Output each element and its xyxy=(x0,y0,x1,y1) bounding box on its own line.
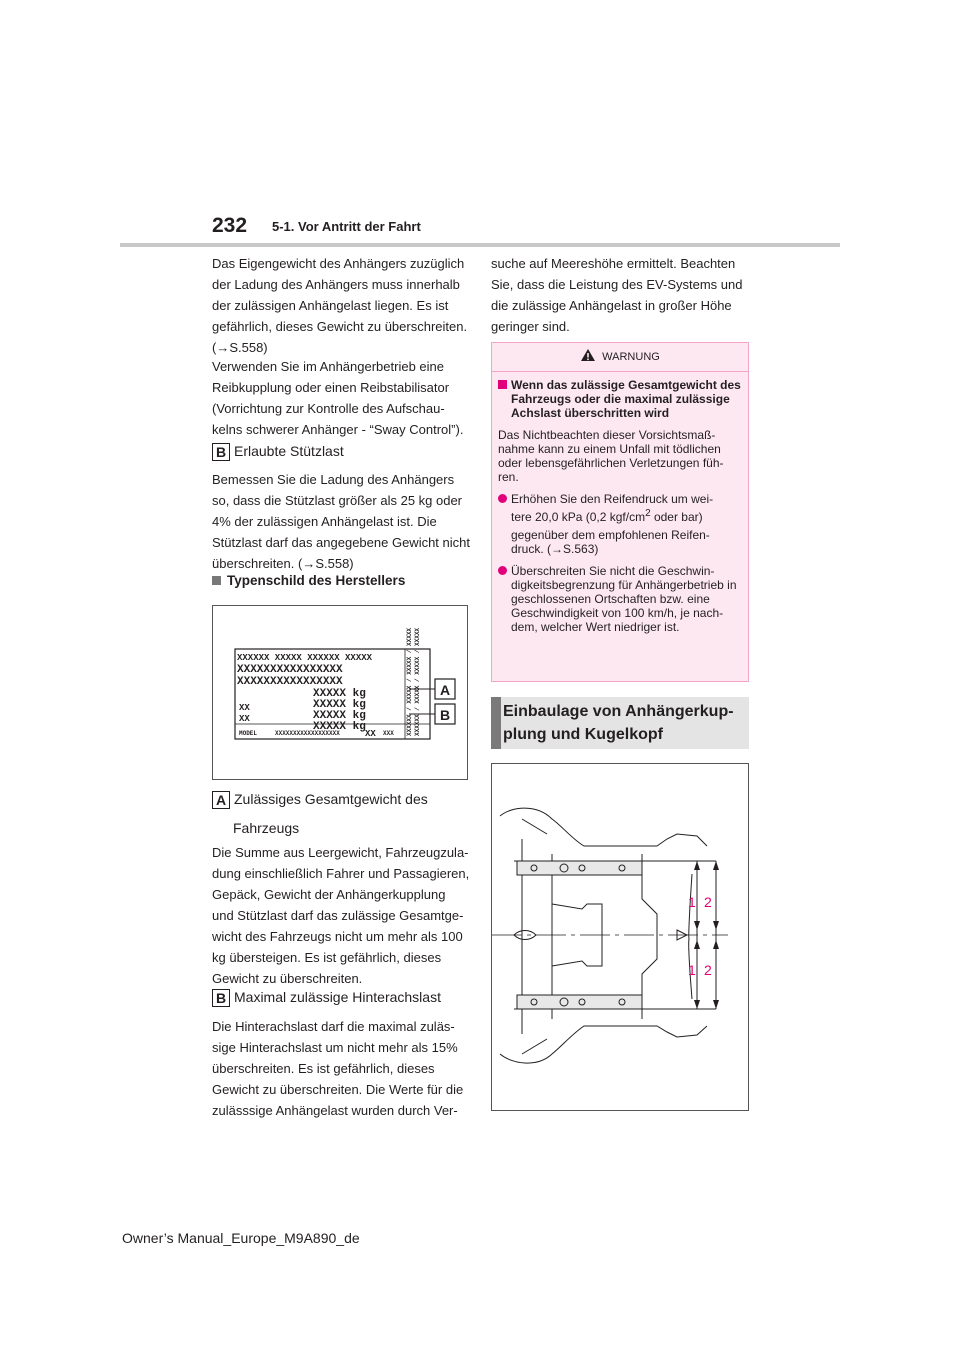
label-b: B xyxy=(212,989,230,1007)
header-rule xyxy=(120,243,840,247)
text-line: Die Summe aus Leergewicht, Fahrzeugzula- xyxy=(212,845,469,860)
plate-model-label: MODEL xyxy=(239,730,258,737)
warning-text: Das Nichtbeachten dieser Vorsichtsmaß-nahme kann zu einem Unfall mit tödlichen oder lebensgefährlichen Verletzungen füh-ren. xyxy=(498,428,724,484)
text-line: der zulässigen Anhängelast liegen. Es ist xyxy=(212,298,449,313)
text-line: und Stützlast darf das zulässige Gesamtge- xyxy=(212,908,464,923)
gesamtgewicht-paragraph xyxy=(212,842,482,989)
text-line: suche auf Meereshöhe ermittelt. Beachten xyxy=(491,256,736,271)
subheading-text: Zulässiges Gesamtgewicht des xyxy=(234,791,428,807)
text-line: die zulässige Anhängelast in großer Höhe xyxy=(491,298,732,313)
label-a: A xyxy=(212,791,230,809)
plate-label-b: B xyxy=(439,707,451,723)
plate-row: XXXXX kg xyxy=(313,699,366,711)
typeplate-figure xyxy=(212,605,468,780)
hitch-position-figure xyxy=(491,763,749,1111)
square-bullet-icon xyxy=(212,576,221,585)
plate-xx: XX xyxy=(239,714,250,724)
warning-body xyxy=(492,372,748,648)
dimension-label: 1 xyxy=(688,894,696,910)
text-line: (→S.558) xyxy=(212,340,268,355)
text-line: zulässsige Anhängelast wurden durch Ver- xyxy=(212,1103,458,1118)
text-line: überschreiten. (→S.558) xyxy=(212,556,354,571)
warning-triangle-icon xyxy=(580,348,596,362)
section-title: 5-1. Vor Antritt der Fahrt xyxy=(272,219,421,234)
typeplate-heading: Typenschild des Herstellers xyxy=(212,573,405,588)
text-line: Das Eigengewicht des Anhängers zuzüglich xyxy=(212,256,465,271)
continued-paragraph xyxy=(491,253,761,337)
text-line: Sie, dass die Leistung des EV-Systems und xyxy=(491,277,743,292)
dot-bullet-icon xyxy=(498,566,507,575)
page-number: 232 xyxy=(212,214,248,237)
warning-header xyxy=(492,343,748,372)
plate-row: XXXXXXXXXXXXXXXX xyxy=(237,664,343,676)
footer-text: Owner’s Manual_Europe_M9A890_de xyxy=(122,1230,360,1246)
text-line: kg übersteigen. Es ist gefährlich, dieses xyxy=(212,950,442,965)
vehicle-rear-illustration xyxy=(492,764,748,1110)
warning-heading: Wenn das zulässige Gesamtgewicht des Fahrzeugs oder die maximal zulässige Achslast überschritten wird xyxy=(498,378,742,420)
plate-model-xx: XX xyxy=(365,729,376,739)
section-heading xyxy=(491,697,749,749)
text-line: Reibkupplung oder einen Reibstabilisator xyxy=(212,380,450,395)
text-line: gefährlich, dieses Gewicht zu überschreiten. xyxy=(212,319,468,334)
label-b: B xyxy=(212,443,230,461)
plate-row: XXXXX kg xyxy=(313,688,366,700)
intro-paragraph xyxy=(212,253,482,358)
text-line: Stützlast darf das angegebene Gewicht nicht xyxy=(212,535,470,550)
subheading-b2 xyxy=(212,989,441,1007)
sway-paragraph xyxy=(212,356,482,440)
text-line: überschreiten. Es ist gefährlich, dieses xyxy=(212,1061,435,1076)
stuetzlast-paragraph xyxy=(212,469,482,574)
text-line: Gewicht zu überschreiten. Die Werte für die xyxy=(212,1082,464,1097)
plate-model-value: XXXXXXXXXXXXXXXXXX xyxy=(275,730,340,737)
subheading-a xyxy=(212,791,428,809)
typeplate-illustration xyxy=(213,606,469,781)
dimension-label: 1 xyxy=(688,962,696,978)
text-line: kelns schwerer Anhänger - “Sway Control”). xyxy=(212,422,464,437)
text-line: der Ladung des Anhängers muss innerhalb xyxy=(212,277,460,292)
plate-row: XXXXXX XXXXX XXXXXX XXXXX xyxy=(237,653,373,663)
text-line: sige Hinterachslast um nicht mehr als 15% xyxy=(212,1040,458,1055)
text-line: (Vorrichtung zur Kontrolle des Aufschau- xyxy=(212,401,445,416)
text-line: 4% der zulässigen Anhängelast ist. Die xyxy=(212,514,437,529)
dimension-label: 2 xyxy=(704,894,712,910)
dimension-label: 2 xyxy=(704,962,712,978)
dot-bullet-icon xyxy=(498,494,507,503)
plate-row: XXXXX kg xyxy=(313,710,366,722)
text-line: dung einschließlich Fahrer und Passagieren, xyxy=(212,866,470,881)
subheading-text: Erlaubte Stützlast xyxy=(234,443,344,459)
warning-box xyxy=(491,342,749,682)
plate-xx: XX xyxy=(239,703,250,713)
heading-bar xyxy=(491,697,501,749)
warning-title: WARNUNG xyxy=(602,351,660,363)
text-line: so, dass die Stützlast größer als 25 kg oder xyxy=(212,493,463,508)
text-line: Verwenden Sie im Anhängerbetrieb eine xyxy=(212,359,444,374)
subheading-a-line2: Fahrzeugs xyxy=(233,820,300,836)
svg-text:XXXXXX / XXXXX / XXXXX / XXXXX: XXXXXX / XXXXX / XXXXX / XXXXX xyxy=(414,627,421,736)
plate-model-tail: XXX xyxy=(383,730,394,737)
text-line: Gepäck, Gewicht der Anhängerkupplung xyxy=(212,887,446,902)
subheading-text: Maximal zulässige Hinterachslast xyxy=(234,989,441,1005)
plate-row: XXXXXXXXXXXXXXXX xyxy=(237,676,343,688)
hinterachslast-paragraph xyxy=(212,1016,482,1121)
text-line: wicht des Fahrzeugs nicht um mehr als 100 xyxy=(212,929,463,944)
text-line: Gewicht zu überschreiten. xyxy=(212,971,363,986)
plate-row: XXXXX kg xyxy=(313,721,366,733)
warning-item: Überschreiten Sie nicht die Geschwin-digkeitsbegrenzung für Anhängerbetrieb in geschlossenen Ortschaften bzw. eine Geschwindigkeit von 100 km/h, je nach-dem, welcher Wert niedriger ist. xyxy=(498,564,742,634)
square-bullet-icon xyxy=(498,380,507,389)
text-line: Bemessen Sie die Ladung des Anhängers xyxy=(212,472,455,487)
svg-text:XXXXXX / XXXXX / XXXXX / XXXXX: XXXXXX / XXXXX / XXXXX / XXXXX xyxy=(406,627,413,736)
section-heading-text: Einbaulage von Anhängerkup- plung und Kugelkopf xyxy=(503,703,734,743)
plate-label-a: A xyxy=(439,682,451,698)
text-line: geringer sind. xyxy=(491,319,570,334)
warning-item: Erhöhen Sie den Reifendruck um wei- tere 20,0 kPa (0,2 kgf/$cm^2$ oder bar) gegenüber dem empfohlenen Reifen-druck. (→S.563) xyxy=(498,492,742,556)
subheading-b1 xyxy=(212,443,344,461)
text-line: Die Hinterachslast darf die maximal zuläs- xyxy=(212,1019,455,1034)
